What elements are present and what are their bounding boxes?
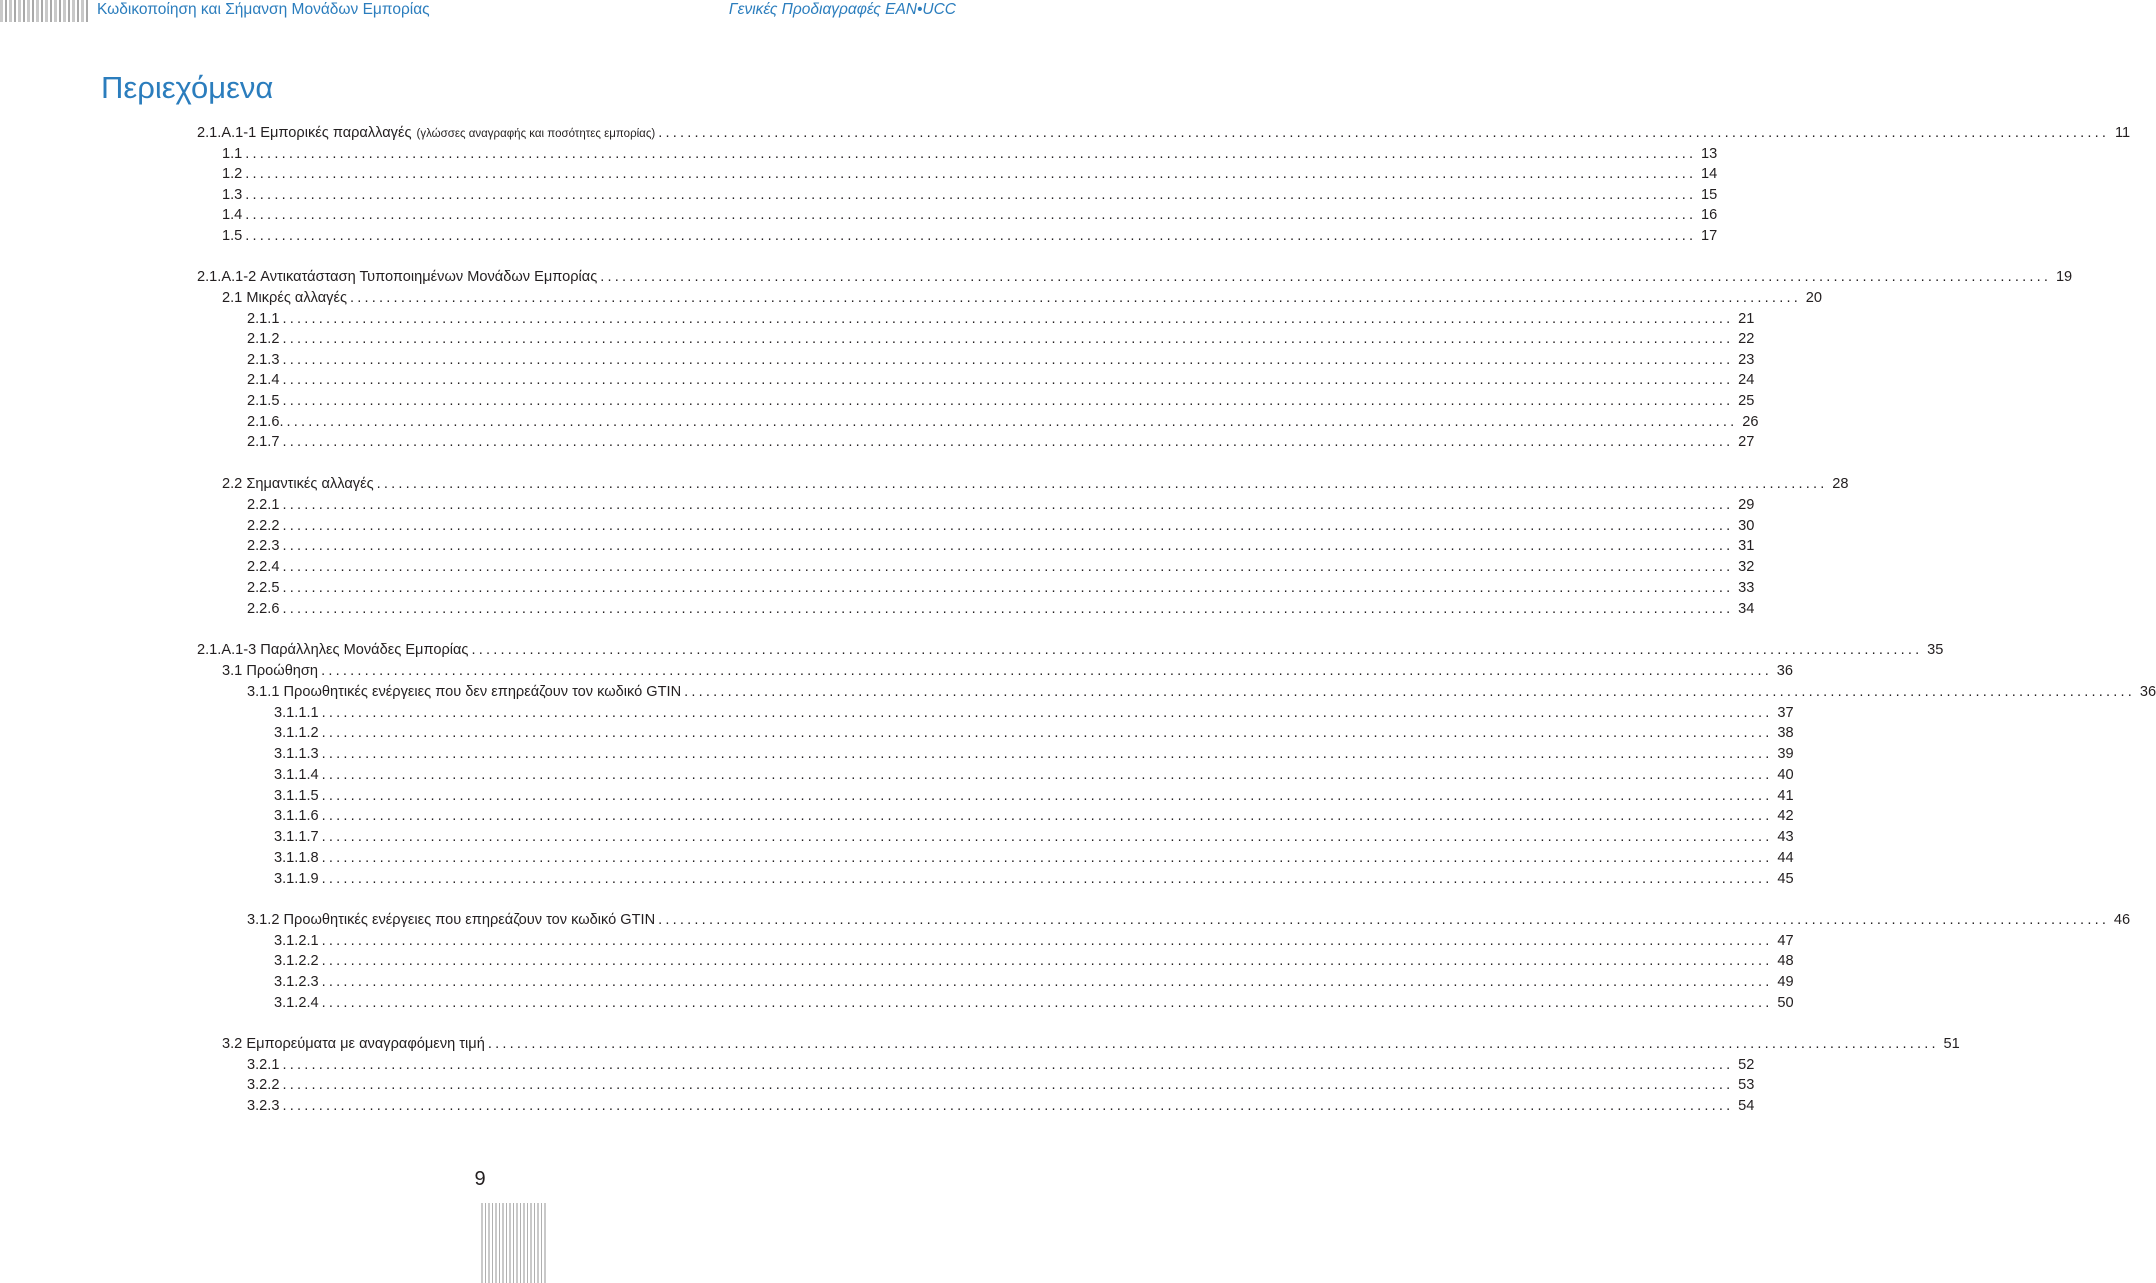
toc-leader-dots: ........................................................................................................................................................................................................ [658, 125, 2110, 141]
toc-entry-page: 45 [1777, 871, 1794, 887]
toc-entry[interactable] [274, 806, 1794, 826]
toc-leader-dots: ........................................................................................................................................................................................................ [282, 434, 1734, 450]
toc-entry-page: 52 [1738, 1057, 1755, 1073]
toc-entry-label: 1.2 [222, 166, 243, 182]
toc-entry-label: 2.1.7 [247, 434, 280, 450]
page-number: 9 [474, 1168, 486, 1190]
toc-entry[interactable] [247, 578, 1755, 598]
toc-entry[interactable] [222, 185, 1718, 205]
toc-entry-label: 1.5 [222, 228, 243, 244]
toc-entry-label: 2.1 Μικρές αλλαγές [222, 290, 348, 306]
toc-entry[interactable] [247, 1075, 1755, 1095]
toc-entry[interactable] [274, 848, 1794, 868]
toc-leader-dots: ........................................................................................................................................................................................................ [282, 1077, 1734, 1093]
toc-entry-page: 49 [1777, 974, 1794, 990]
toc-entry-label: 3.1 Προώθηση [222, 663, 319, 679]
toc-entry-page: 25 [1738, 393, 1755, 409]
toc-entry-label: 3.2.3 [247, 1098, 280, 1114]
toc-entry[interactable] [274, 765, 1794, 785]
toc-entry-page: 50 [1777, 995, 1794, 1011]
toc-entry-page: 21 [1738, 311, 1755, 327]
toc-entry-label: 3.1.1.5 [274, 788, 319, 804]
toc-entry[interactable] [247, 516, 1755, 536]
toc-leader-dots: ........................................................................................................................................................................................................ [321, 933, 1773, 949]
toc-entry[interactable] [222, 288, 1822, 308]
toc-entry-page: 14 [1700, 166, 1718, 182]
toc-leader-dots: ........................................................................................................................................................................................................ [282, 311, 1734, 327]
toc-entry-page: 33 [1738, 580, 1755, 596]
toc-entry-label: 2.1.6. [247, 414, 284, 430]
toc-leader-dots: ........................................................................................................................................................................................................ [321, 746, 1773, 762]
toc-entry-page: 39 [1777, 746, 1794, 762]
toc-entry-label: 1.3 [222, 187, 243, 203]
toc-leader-dots: ........................................................................................................................................................................................................ [321, 663, 1772, 679]
toc-entry-page: 35 [1927, 642, 1944, 658]
toc-entry[interactable] [247, 350, 1755, 370]
toc-entry-page: 36 [1776, 663, 1793, 679]
toc-entry-page: 16 [1700, 207, 1718, 223]
toc-entry-label: 2.2.5 [247, 580, 280, 596]
toc-leader-dots: ........................................................................................................................................................................................................ [282, 352, 1734, 368]
toc-entry-label: 1.1 [222, 146, 243, 162]
toc-entry-label: 2.2.1 [247, 497, 280, 513]
toc-entry-page: 48 [1777, 953, 1794, 969]
toc-entry-page: 46 [2113, 912, 2131, 928]
toc-entry[interactable] [197, 123, 2131, 143]
toc-entry-page: 36 [2139, 684, 2156, 700]
toc-entry[interactable] [247, 599, 1755, 619]
toc-entry[interactable] [247, 495, 1755, 515]
toc-leader-dots: ........................................................................................................................................................................................................ [321, 871, 1773, 887]
toc-entry-label: 3.1.1.4 [274, 767, 319, 783]
toc-entry[interactable] [247, 391, 1755, 411]
toc-entry[interactable] [247, 370, 1755, 390]
toc-entry-label: 1.4 [222, 207, 243, 223]
toc-leader-dots: ........................................................................................................................................................................................................ [321, 788, 1773, 804]
toc-entry-page: 34 [1738, 601, 1755, 617]
toc-entry-page: 27 [1738, 434, 1755, 450]
toc-entry-label: 3.1.1.8 [274, 850, 319, 866]
toc-entry-label: 2.2.3 [247, 538, 280, 554]
toc-leader-dots: ........................................................................................................................................................................................................ [350, 290, 1801, 306]
barcode-footer-icon [481, 1203, 548, 1283]
toc-leader-dots: ........................................................................................................................................................................................................ [286, 414, 1738, 430]
toc-leader-dots: ........................................................................................................................................................................................................ [321, 995, 1773, 1011]
toc-leader-dots: ........................................................................................................................................................................................................ [245, 207, 1697, 223]
toc-entry-label: 2.1.A.1-3 Παράλληλες Μονάδες Εμπορίας [197, 642, 469, 658]
toc-entry-page: 13 [1700, 146, 1718, 162]
toc-entry-label: 2.1.A.1-1 Εμπορικές παραλλαγές [197, 125, 412, 141]
toc-leader-dots: ........................................................................................................................................................................................................ [321, 829, 1773, 845]
toc-leader-dots: ........................................................................................................................................................................................................ [282, 559, 1734, 575]
toc-entry-page: 38 [1777, 725, 1794, 741]
toc-leader-dots: ........................................................................................................................................................................................................ [376, 476, 1828, 492]
toc-entry[interactable] [247, 309, 1755, 329]
toc-leader-dots: ........................................................................................................................................................................................................ [321, 953, 1773, 969]
toc-leader-dots: ........................................................................................................................................................................................................ [245, 187, 1697, 203]
toc-entry-page: 20 [1805, 290, 1822, 306]
toc-entry-page: 17 [1700, 228, 1718, 244]
toc-entry[interactable] [247, 682, 2156, 702]
toc-entry[interactable] [197, 640, 1944, 660]
toc-entry[interactable] [222, 1034, 1960, 1054]
toc-entry-label: 3.1.1.9 [274, 871, 319, 887]
toc-entry[interactable] [274, 931, 1794, 951]
toc-entry-label: 3.1.2.1 [274, 933, 319, 949]
toc-leader-dots: ........................................................................................................................................................................................................ [282, 1098, 1734, 1114]
toc-entry-page: 19 [2055, 269, 2073, 285]
toc-entry-label: 2.1.4 [247, 372, 280, 388]
toc-entry[interactable] [247, 1055, 1755, 1075]
toc-entry-page: 22 [1738, 331, 1755, 347]
header-spec-title: Γενικές Προδιαγραφές EAN•UCC [728, 1, 956, 18]
toc-entry-page: 51 [1943, 1036, 1960, 1052]
toc-entry-label: 3.1.2 Προωθητικές ενέργειες που επηρεάζουν τον κωδικό GTIN [247, 912, 656, 928]
toc-leader-dots: ........................................................................................................................................................................................................ [321, 850, 1773, 866]
toc-entry[interactable] [274, 723, 1794, 743]
toc-entry-label: 3.1.1.6 [274, 808, 319, 824]
toc-entry-label: 3.1.1.7 [274, 829, 319, 845]
toc-entry-page: 11 [2114, 125, 2131, 141]
page-title: Περιεχόμενα [101, 70, 274, 105]
toc-entry-label: 2.2.2 [247, 518, 280, 534]
toc-entry-page: 44 [1777, 850, 1794, 866]
toc-entry-page: 42 [1777, 808, 1794, 824]
toc-entry[interactable] [274, 744, 1794, 764]
toc-entry-page: 30 [1738, 518, 1755, 534]
toc-leader-dots: ........................................................................................................................................................................................................ [321, 725, 1773, 741]
toc-entry-label: 2.2.6 [247, 601, 280, 617]
header-document-title: Κωδικοποίηση και Σήμανση Μονάδων Εμπορίας [97, 1, 430, 18]
toc-entry-page: 32 [1738, 559, 1755, 575]
toc-entry[interactable] [274, 951, 1794, 971]
toc-leader-dots: ........................................................................................................................................................................................................ [600, 269, 2052, 285]
toc-entry-page: 15 [1700, 187, 1718, 203]
toc-entry[interactable] [222, 205, 1718, 225]
toc-entry[interactable] [274, 786, 1794, 806]
toc-leader-dots: ........................................................................................................................................................................................................ [245, 146, 1697, 162]
toc-entry[interactable] [274, 993, 1794, 1013]
toc-leader-dots: ........................................................................................................................................................................................................ [321, 974, 1773, 990]
running-header [0, 0, 960, 22]
toc-leader-dots: ........................................................................................................................................................................................................ [471, 642, 1923, 658]
toc-entry-page: 31 [1738, 538, 1755, 554]
toc-entry-page: 40 [1777, 767, 1794, 783]
toc-entry[interactable] [222, 661, 1793, 681]
toc-entry[interactable] [247, 432, 1755, 452]
toc-entry-page: 47 [1777, 933, 1794, 949]
toc-leader-dots: ........................................................................................................................................................................................................ [684, 684, 2136, 700]
toc-entry-label: 3.1.2.4 [274, 995, 319, 1011]
toc-entry-label: 2.1.1 [247, 311, 280, 327]
toc-entry[interactable] [247, 412, 1759, 432]
toc-entry-page: 54 [1738, 1098, 1755, 1114]
toc-leader-dots: ........................................................................................................................................................................................................ [282, 372, 1734, 388]
toc-entry-label: 3.2.2 [247, 1077, 280, 1093]
toc-entry-label: 3.1.1.1 [274, 705, 319, 721]
toc-entry-label: 2.1.2 [247, 331, 280, 347]
toc-entry-note: (γλώσσες αναγραφής και ποσότητες εμπορίας) [416, 128, 656, 140]
toc-entry-label: 3.2.1 [247, 1057, 280, 1073]
toc-entry-label: 3.2 Εμπορεύματα με αναγραφόμενη τιμή [222, 1036, 485, 1052]
toc-entry[interactable] [247, 557, 1755, 577]
toc-entry[interactable] [274, 703, 1794, 723]
toc-entry-page: 41 [1777, 788, 1794, 804]
toc-entry[interactable] [247, 536, 1755, 556]
toc-leader-dots: ........................................................................................................................................................................................................ [282, 601, 1734, 617]
toc-leader-dots: ........................................................................................................................................................................................................ [321, 808, 1773, 824]
toc-entry-label: 2.2.4 [247, 559, 280, 575]
toc-leader-dots: ........................................................................................................................................................................................................ [321, 705, 1773, 721]
toc-leader-dots: ........................................................................................................................................................................................................ [282, 580, 1734, 596]
toc-leader-dots: ........................................................................................................................................................................................................ [282, 393, 1734, 409]
toc-entry-label: 2.1.A.1-2 Αντικατάσταση Τυποποιημένων Μονάδων Εμπορίας [197, 269, 598, 285]
barcode-decoration-icon [0, 0, 90, 22]
toc-leader-dots: ........................................................................................................................................................................................................ [658, 912, 2110, 928]
toc-entry[interactable] [274, 827, 1794, 847]
toc-leader-dots: ........................................................................................................................................................................................................ [282, 518, 1734, 534]
toc-entry-label: 3.1.2.3 [274, 974, 319, 990]
toc-entry[interactable] [274, 869, 1794, 889]
toc-entry[interactable] [247, 910, 2131, 930]
toc-entry-page: 23 [1738, 352, 1755, 368]
toc-entry-label: 2.2 Σημαντικές αλλαγές [222, 476, 374, 492]
toc-entry-label: 3.1.2.2 [274, 953, 319, 969]
toc-entry-label: 2.1.3 [247, 352, 280, 368]
toc-entry-page: 28 [1832, 476, 1849, 492]
toc-leader-dots: ........................................................................................................................................................................................................ [487, 1036, 1939, 1052]
toc-entry[interactable] [247, 329, 1755, 349]
toc-entry-page: 43 [1777, 829, 1794, 845]
toc-entry-page: 24 [1738, 372, 1755, 388]
toc-leader-dots: ........................................................................................................................................................................................................ [282, 1057, 1734, 1073]
toc-entry-page: 26 [1742, 414, 1759, 430]
toc-entry[interactable] [222, 144, 1718, 164]
toc-entry[interactable] [222, 164, 1718, 184]
toc-entry[interactable] [197, 267, 2073, 287]
toc-leader-dots: ........................................................................................................................................................................................................ [282, 331, 1734, 347]
toc-entry-page: 37 [1777, 705, 1794, 721]
toc-entry-label: 2.1.5 [247, 393, 280, 409]
toc-entry-page: 29 [1738, 497, 1755, 513]
toc-entry-label: 3.1.1.2 [274, 725, 319, 741]
toc-leader-dots: ........................................................................................................................................................................................................ [282, 497, 1734, 513]
toc-entry[interactable] [222, 474, 1849, 494]
toc-leader-dots: ........................................................................................................................................................................................................ [245, 166, 1697, 182]
toc-entry[interactable] [247, 1096, 1755, 1116]
toc-leader-dots: ........................................................................................................................................................................................................ [282, 538, 1734, 554]
toc-leader-dots: ........................................................................................................................................................................................................ [245, 228, 1697, 244]
toc-entry[interactable] [274, 972, 1794, 992]
toc-leader-dots: ........................................................................................................................................................................................................ [321, 767, 1773, 783]
toc-entry-label: 3.1.1 Προωθητικές ενέργειες που δεν επηρεάζουν τον κωδικό GTIN [247, 684, 682, 700]
toc-entry-label: 3.1.1.3 [274, 746, 319, 762]
toc-entry-page: 53 [1738, 1077, 1755, 1093]
toc-entry[interactable] [222, 226, 1718, 246]
